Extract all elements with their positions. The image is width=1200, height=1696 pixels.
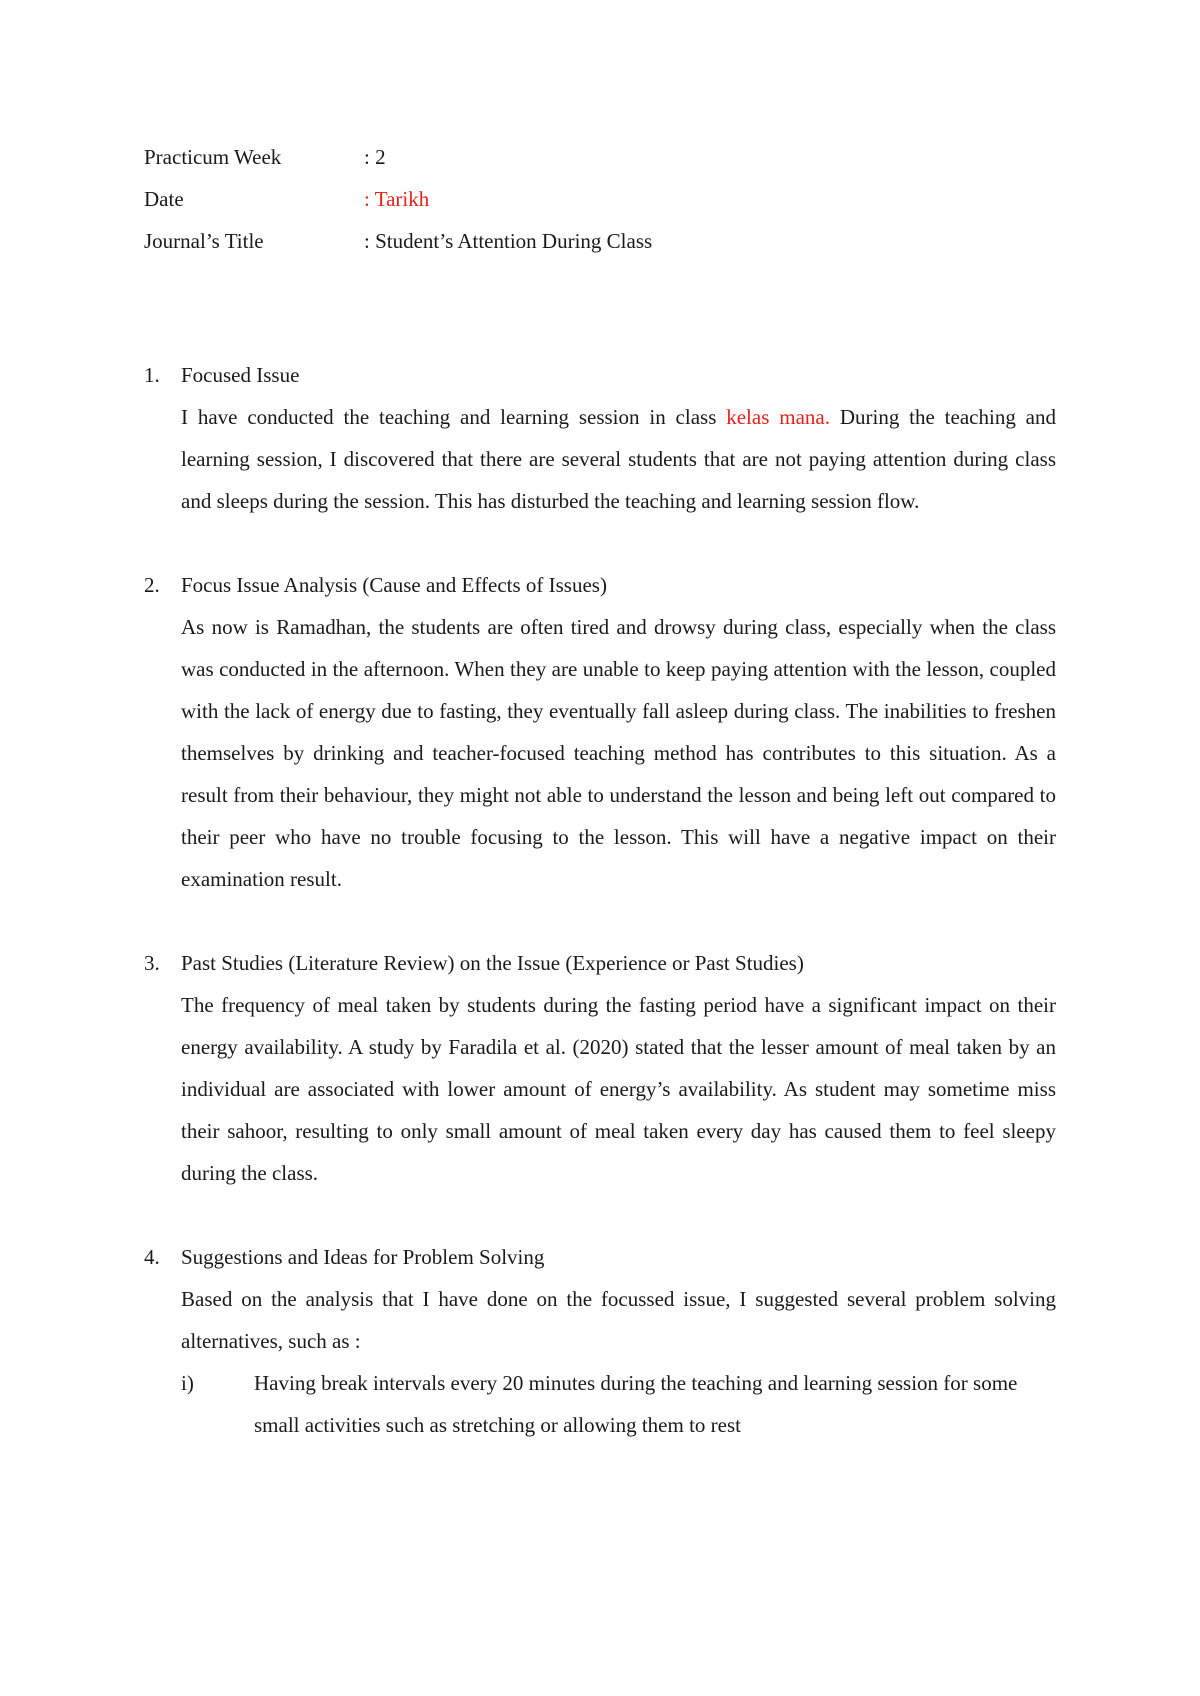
section-body: As now is Ramadhan, the students are often tired and drowsy during class, especially when the class was conducted in the afternoon. When they are unable to keep paying attention with the lesson, coupled with the lack of energy due to fasting, they eventually fall asleep during class. The inabilities to freshen themselves by drinking and teacher-focused teaching method has contributes to this situation. As a result from their behaviour, they might not able to understand the lesson and being left out compared to their peer who have no trouble focusing to the lesson. This will have a negative impact on their examination result. (181, 615, 1056, 891)
journal-title-label: Journal’s Title (144, 229, 264, 253)
section-issue-analysis (144, 564, 1056, 900)
section-heading (144, 564, 1056, 606)
journal-title-row (144, 227, 1044, 269)
section-title: Focused Issue (181, 363, 300, 387)
section-heading (144, 942, 1056, 984)
practicum-week-label: Practicum Week (144, 145, 282, 169)
journal-title-value: : Student’s Attention During Class (364, 229, 653, 253)
body-text: I have conducted the teaching and learning session in class (181, 405, 727, 429)
section-number: 4. (144, 1245, 160, 1269)
practicum-week-row (144, 143, 1044, 185)
date-value: : Tarikh (364, 187, 430, 211)
section-heading (144, 1236, 1056, 1278)
journal-sections (144, 354, 1056, 1488)
date-row (144, 185, 1044, 227)
list-item (181, 1362, 1056, 1446)
section-suggestions (144, 1236, 1056, 1446)
class-placeholder: kelas mana. (726, 405, 830, 429)
section-title: Suggestions and Ideas for Problem Solving (181, 1245, 545, 1269)
section-title: Past Studies (Literature Review) on the Issue (Experience or Past Studies) (181, 951, 804, 975)
section-body: The frequency of meal taken by students during the fasting period have a significant impact on their energy availability. A study by Faradila et al. (2020) stated that the lesser amount of meal taken by an individual are associated with lower amount of energy’s availability. As student may sometime miss their sahoor, resulting to only small amount of meal taken every day has caused them to feel sleepy during the class. (181, 993, 1056, 1185)
body-text: During the teaching and learning session, I discovered that there are several students that are not paying attention during class and sleeps during the session. This has disturbed the teaching and learning session flow. (181, 405, 1056, 513)
section-number: 1. (144, 363, 160, 387)
date-label: Date (144, 187, 184, 211)
section-title: Focus Issue Analysis (Cause and Effects of Issues) (181, 573, 607, 597)
section-body (181, 396, 1056, 522)
list-item-number: i) (181, 1371, 194, 1395)
list-item-text: Having break intervals every 20 minutes during the teaching and learning session for some small activities such as stretching or allowing them to rest (254, 1371, 1018, 1437)
section-past-studies (144, 942, 1056, 1194)
section-body: Based on the analysis that I have done on the focussed issue, I suggested several problem solving alternatives, such as : (181, 1287, 1056, 1353)
section-number: 2. (144, 573, 160, 597)
section-number: 3. (144, 951, 160, 975)
section-focused-issue (144, 354, 1056, 522)
section-heading (144, 354, 1056, 396)
practicum-week-value: : 2 (364, 145, 386, 169)
journal-header (144, 143, 1044, 269)
